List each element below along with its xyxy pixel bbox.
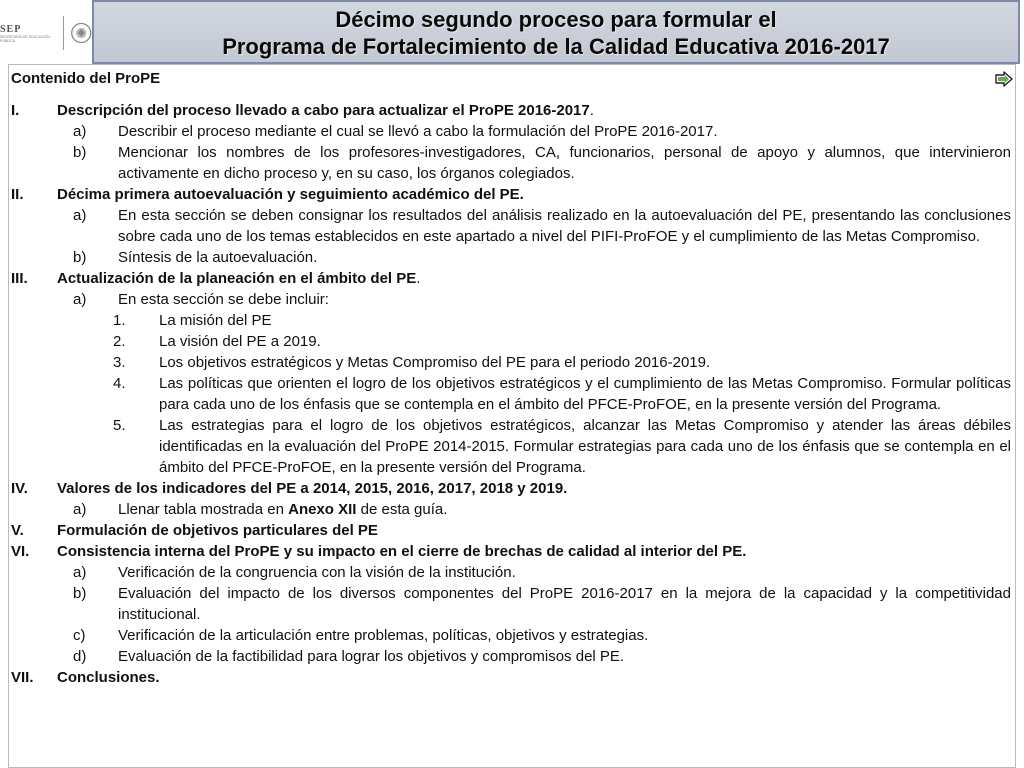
- mexico-seal-icon: [70, 20, 92, 46]
- section-6-item-c: [11, 625, 1015, 646]
- subitem-text: Los objetivos estratégicos y Metas Compromiso del PE para el periodo 2016-2019.: [159, 354, 711, 371]
- section-1-item-a: [11, 121, 1015, 142]
- sep-logo-text: SEP: [0, 23, 22, 35]
- subitem-marker: 4.: [113, 375, 126, 392]
- section-5-title: Formulación de objetivos particulares del PE: [57, 522, 378, 539]
- section-6-item-a: [11, 562, 1015, 583]
- section-3: III. Actualización de la planeación en el ámbito del PE.: [11, 270, 421, 287]
- section-3-title: Actualización de la planeación en el ámbito del PE: [57, 270, 417, 287]
- item-text: En esta sección se deben consignar los resultados del análisis realizado en la autoevaluación del PE, presentando las conclusiones sobre cada uno de los temas establecidos en este apartado a nivel del PIFI-ProFOE y el cumplimiento de las Metas Compromiso.: [118, 207, 1011, 245]
- section-3-subitem-3: [11, 352, 1015, 373]
- item-marker: a): [73, 291, 87, 308]
- subitem-marker: 1.: [113, 312, 126, 329]
- item-text: Evaluación de la factibilidad para lograr los objetivos y compromisos del PE.: [118, 648, 625, 665]
- subitem-text: La misión del PE: [159, 312, 272, 329]
- item-marker: a): [73, 501, 87, 518]
- item-marker: c): [73, 627, 86, 644]
- section-4-item-a: [11, 499, 1015, 520]
- section-3-item-a: [11, 289, 1015, 310]
- section-4-number: IV.: [11, 480, 28, 497]
- sep-logo-subtitle: SECRETARÍA DE EDUCACIÓN PÚBLICA: [0, 34, 50, 43]
- item-text: Mencionar los nombres de los profesores-investigadores, CA, funcionarios, personal de apoyo y alumnos, que intervinieron activamente en dicho proceso y, en su caso, los órganos colegiados.: [118, 144, 1011, 182]
- section-7-title: Conclusiones.: [57, 669, 160, 686]
- subitem-text: Las políticas que orienten el logro de los objetivos estratégicos y el cumplimiento de las Metas Compromiso. Formular políticas para cada uno de los énfasis que se contempla en el ámbito del PFCE-ProFOE, en la presente versión del Programa.: [159, 375, 1011, 413]
- item-text: Describir el proceso mediante el cual se llevó a cabo la formulación del ProPE 2016-2017.: [118, 123, 718, 140]
- section-3-subitem-5: [11, 415, 1015, 478]
- section-6-title: Consistencia interna del ProPE y su impacto en el cierre de brechas de calidad al interior del PE.: [57, 543, 747, 560]
- subitem-marker: 2.: [113, 333, 126, 350]
- content-panel: [8, 64, 1016, 768]
- annex-reference: Anexo XII: [288, 501, 357, 518]
- section-5-number: V.: [11, 522, 24, 539]
- item-text: de esta guía.: [360, 501, 448, 518]
- item-text: En esta sección se debe incluir:: [118, 291, 329, 308]
- page-title-line-1: Décimo segundo proceso para formular el: [335, 7, 777, 32]
- subitem-marker: 3.: [113, 354, 126, 371]
- section-2-number: II.: [11, 186, 24, 203]
- section-2-title: Décima primera autoevaluación y seguimiento académico del PE.: [57, 186, 524, 203]
- item-text: Síntesis de la autoevaluación.: [118, 249, 318, 266]
- section-1-item-b: [11, 142, 1015, 184]
- sep-logo: [0, 0, 92, 66]
- section-3-subitem-4: [11, 373, 1015, 415]
- section-1-title: Descripción del proceso llevado a cabo para actualizar el ProPE 2016-2017: [57, 102, 590, 119]
- item-marker: b): [73, 144, 87, 161]
- section-1: I. Descripción del proceso llevado a cabo para actualizar el ProPE 2016-2017.: [11, 102, 594, 119]
- section-5: [11, 520, 1015, 541]
- section-2-item-a: [11, 205, 1015, 247]
- section-4-title: Valores de los indicadores del PE a 2014, 2015, 2016, 2017, 2018 y 2019.: [57, 480, 568, 497]
- subitem-marker: 5.: [113, 417, 126, 434]
- item-marker: a): [73, 123, 87, 140]
- item-text: Verificación de la articulación entre problemas, políticas, objetivos y estrategias.: [118, 627, 649, 644]
- subitem-text: Las estrategias para el logro de los objetivos estratégicos, alcanzar las Metas Compromiso y atender las áreas débiles identificadas en la evaluación del ProPE 2014-2015. Formular estrategias para cada uno de los énfasis que se contempla en el ámbito del PFCE-ProFOE, en la presente versión del Programa.: [159, 417, 1011, 476]
- item-marker: a): [73, 564, 87, 581]
- item-marker: d): [73, 648, 87, 665]
- section-4: [11, 478, 1015, 499]
- next-slide-arrow-icon[interactable]: [995, 71, 1013, 87]
- section-heading: Contenido del ProPE: [11, 70, 161, 87]
- logo-divider: [63, 16, 64, 50]
- section-2: [11, 184, 1015, 205]
- title-banner: [92, 0, 1020, 64]
- page-title-line-2: Programa de Fortalecimiento de la Calidad Educativa 2016-2017: [222, 34, 890, 59]
- section-3-subitem-1: [11, 310, 1015, 331]
- subitem-text: La visión del PE a 2019.: [159, 333, 321, 350]
- item-marker: b): [73, 249, 87, 266]
- section-1-number: I.: [11, 102, 20, 119]
- item-marker: a): [73, 207, 87, 224]
- section-6-item-d: [11, 646, 1015, 667]
- section-3-subitem-2: [11, 331, 1015, 352]
- item-text: Evaluación del impacto de los diversos componentes del ProPE 2016-2017 en la mejora de la capacidad y la competitividad institucional.: [118, 585, 1011, 623]
- item-marker: b): [73, 585, 87, 602]
- section-6: [11, 541, 1015, 562]
- item-text: Verificación de la congruencia con la visión de la institución.: [118, 564, 516, 581]
- section-6-item-b: [11, 583, 1015, 625]
- section-2-item-b: [11, 247, 1015, 268]
- section-7: [11, 667, 1015, 688]
- section-3-number: III.: [11, 270, 28, 287]
- item-text: Llenar tabla mostrada en: [118, 501, 284, 518]
- section-6-number: VI.: [11, 543, 30, 560]
- section-7-number: VII.: [11, 669, 34, 686]
